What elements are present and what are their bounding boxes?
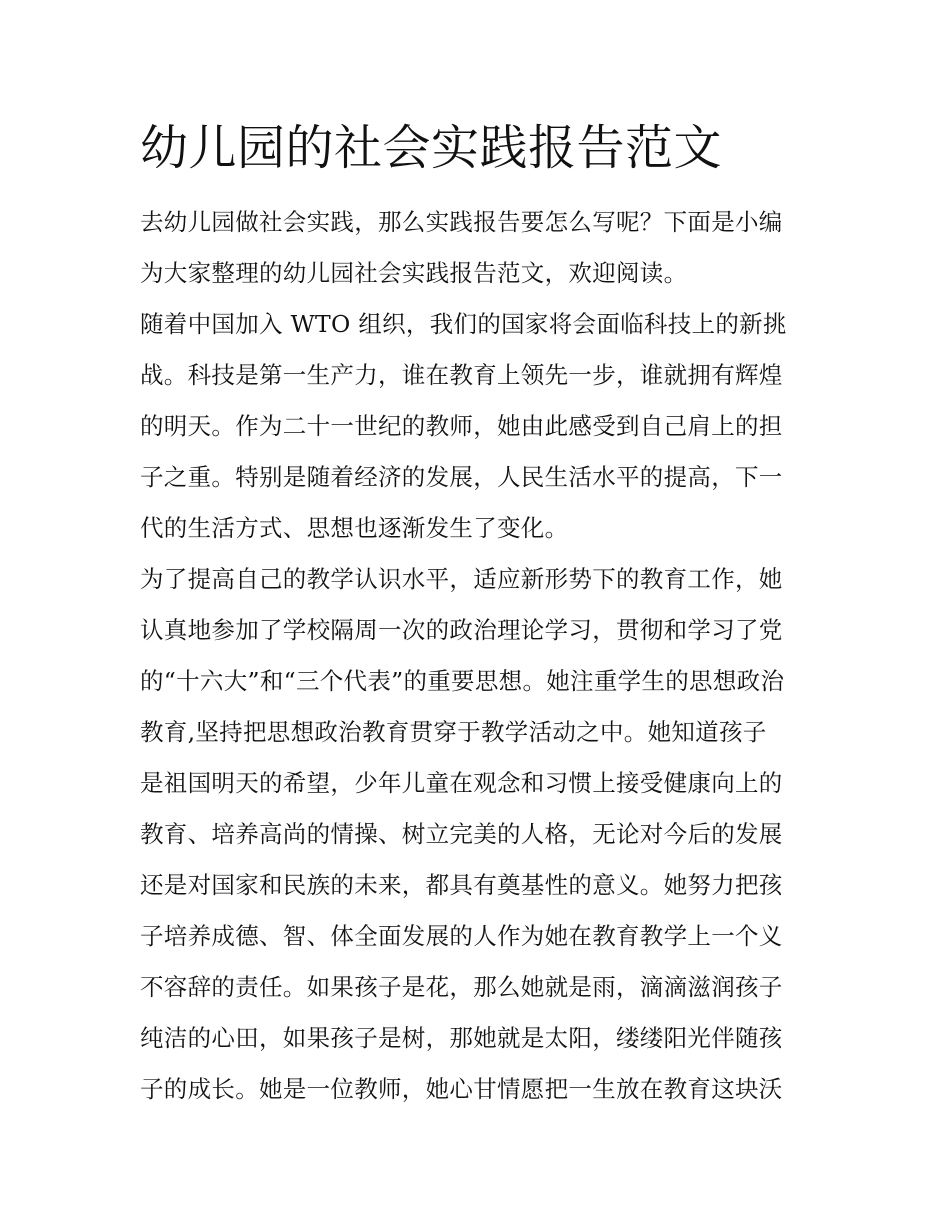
text-line: 子之重。特别是随着经济的发展，人民生活水平的提高，下一 — [140, 463, 783, 491]
text-line: 子培养成德、智、体全面发展的人作为她在教育教学上一个义 — [140, 922, 783, 950]
document-body — [140, 199, 812, 1117]
text-line: 代的生活方式、思想也逐渐发生了变化。 — [140, 514, 569, 542]
text-line: 认真地参加了学校隔周一次的政治理论学习，贯彻和学习了党 — [140, 616, 783, 644]
text-line: 的“十六大”和“三个代表”的重要思想。她注重学生的思想政治 — [140, 667, 785, 695]
text-line: 还是对国家和民族的未来，都具有奠基性的意义。她努力把孩 — [140, 871, 783, 899]
text-line: 是祖国明天的希望，少年儿童在观念和习惯上接受健康向上的 — [140, 769, 783, 797]
text-line: 纯洁的心田，如果孩子是树，那她就是太阳，缕缕阳光伴随孩 — [140, 1024, 783, 1052]
document-title: 幼儿园的社会实践报告范文 — [140, 120, 723, 176]
text-line: 为了提高自己的教学认识水平，适应新形势下的教育工作，她 — [140, 565, 783, 593]
text-line: 的明天。作为二十一世纪的教师，她由此感受到自己肩上的担 — [140, 412, 783, 440]
text-line: 不容辞的责任。如果孩子是花，那么她就是雨，滴滴滋润孩子 — [140, 973, 783, 1001]
text-line: 教育,坚持把思想政治教育贯穿于教学活动之中。她知道孩子 — [140, 718, 767, 746]
text-line: 战。科技是第一生产力，谁在教育上领先一步，谁就拥有辉煌 — [140, 361, 783, 389]
text-line: 为大家整理的幼儿园社会实践报告范文，欢迎阅读。 — [140, 259, 688, 287]
text-line: 教育、培养高尚的情操、树立完美的人格，无论对今后的发展 — [140, 820, 783, 848]
text-line: 子的成长。她是一位教师，她心甘情愿把一生放在教育这块沃 — [140, 1075, 783, 1103]
text-line: 随着中国加入 WTO 组织，我们的国家将会面临科技上的新挑 — [140, 310, 787, 338]
text-line: 去幼儿园做社会实践，那么实践报告要怎么写呢？下面是小编 — [140, 208, 783, 236]
